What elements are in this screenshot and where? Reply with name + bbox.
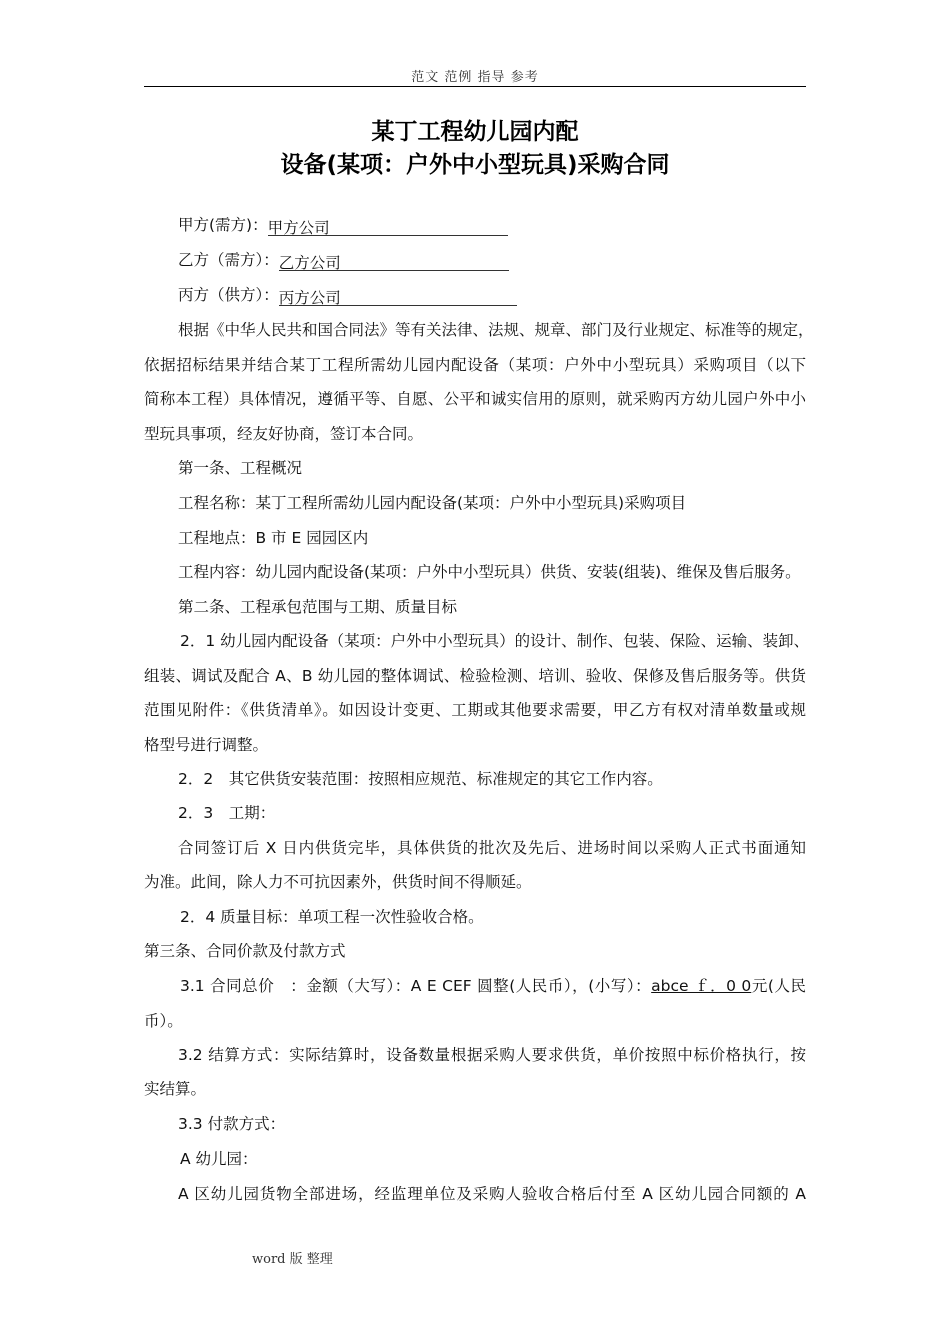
clause-2-3: 2．3 工期： (178, 804, 276, 822)
article-2-title: 第二条、工程承包范围与工期、质量目标 (178, 598, 458, 616)
kindergarten-a-heading: A 幼儿园： (180, 1150, 258, 1168)
party-c-row (178, 284, 517, 306)
clause-3-1-prefix: 3.1 合同总价 ：金额（大写）：A E CEF 圆整(人民币），(小写）： (180, 977, 652, 995)
party-a-row (178, 214, 508, 236)
project-content: 工程内容：幼儿园内配设备(某项：户外中小型玩具）供货、安装(组装)、维保及售后服务。 (178, 563, 801, 581)
clause-3-2-line: 3.2 结算方式：实际结算时，设备数量根据采购人要求供货，单价按照中标价格执行，按 (178, 1046, 806, 1064)
header-divider (144, 86, 806, 87)
party-a-field (268, 217, 508, 236)
kindergarten-a-text: A 区幼儿园货物全部进场，经监理单位及采购人验收合格后付至 A 区幼儿园合同额的 A (178, 1185, 806, 1203)
article-1-title: 第一条、工程概况 (178, 459, 303, 477)
clause-2-1-line: 组装、调试及配合 A、B 幼儿园的整体调试、检验检测、培训、验收、保修及售后服务等。供货 (144, 667, 806, 685)
document-title-line1: 某丁工程幼儿园内配 (371, 119, 579, 145)
clause-2-1-line: 范围见附件：《供货清单》。如因设计变更、工期或其他要求需要，甲乙方有权对清单数量或规 (144, 701, 806, 719)
clause-2-4: 2．4 质量目标：单项工程一次性验收合格。 (180, 908, 484, 926)
contract-amount: abce ｆ．0 0 (651, 977, 752, 995)
clause-3-1 (180, 975, 806, 997)
intro-line: 依据招标结果并结合某丁工程所需幼儿园内配设备（某项：户外中小型玩具）采购项目（以下 (144, 356, 806, 374)
project-name: 工程名称：某丁工程所需幼儿园内配设备(某项：户外中小型玩具)采购项目 (178, 494, 687, 512)
clause-2-3-text: 合同签订后 X 日内供货完毕，具体供货的批次及先后、进场时间以采购人正式书面通知 (178, 839, 806, 857)
clause-3-3: 3.3 付款方式： (178, 1115, 286, 1133)
intro-line: 根据《中华人民共和国合同法》等有关法律、法规、规章、部门及行业规定、标准等的规定， (178, 321, 814, 339)
clause-2-3-text: 为准。此间，除人力不可抗因素外，供货时间不得顺延。 (144, 873, 532, 891)
clause-3-1-line2: 币）。 (144, 1012, 183, 1030)
party-a-value: 甲方公司 (267, 219, 330, 237)
party-b-field (279, 252, 509, 271)
document-title-line2: 设备(某项：户外中小型玩具)采购合同 (280, 152, 670, 178)
article-3-title: 第三条、合同价款及付款方式 (144, 942, 346, 960)
party-c-value: 丙方公司 (278, 289, 341, 307)
party-c-label: 丙方（供方）： (178, 286, 279, 304)
page-header: 范文 范例 指导 参考 (411, 70, 539, 85)
party-b-label: 乙方（需方）： (178, 251, 279, 269)
party-a-label: 甲方(需方)： (178, 216, 268, 234)
clause-2-1-line: 格型号进行调整。 (144, 736, 269, 754)
clause-3-2-line: 实结算。 (144, 1080, 207, 1098)
party-c-field (279, 287, 517, 306)
page-footer: word 版 整理 (252, 1252, 333, 1267)
clause-2-1-line: 2．1 幼儿园内配设备（某项：户外中小型玩具）的设计、制作、包装、保险、运输、装卸、 (180, 632, 810, 650)
party-b-row (178, 249, 509, 271)
project-location: 工程地点：B 市 E 园园区内 (178, 529, 369, 547)
clause-2-2: 2．2 其它供货安装范围：按照相应规范、标准规定的其它工作内容。 (178, 770, 663, 788)
party-b-value: 乙方公司 (278, 254, 341, 272)
clause-3-1-suffix: 元(人民 (751, 977, 806, 995)
intro-line: 型玩具事项，经友好协商，签订本合同。 (144, 425, 424, 443)
intro-line: 简称本工程）具体情况，遵循平等、自愿、公平和诚实信用的原则，就采购丙方幼儿园户外中小 (144, 390, 806, 408)
